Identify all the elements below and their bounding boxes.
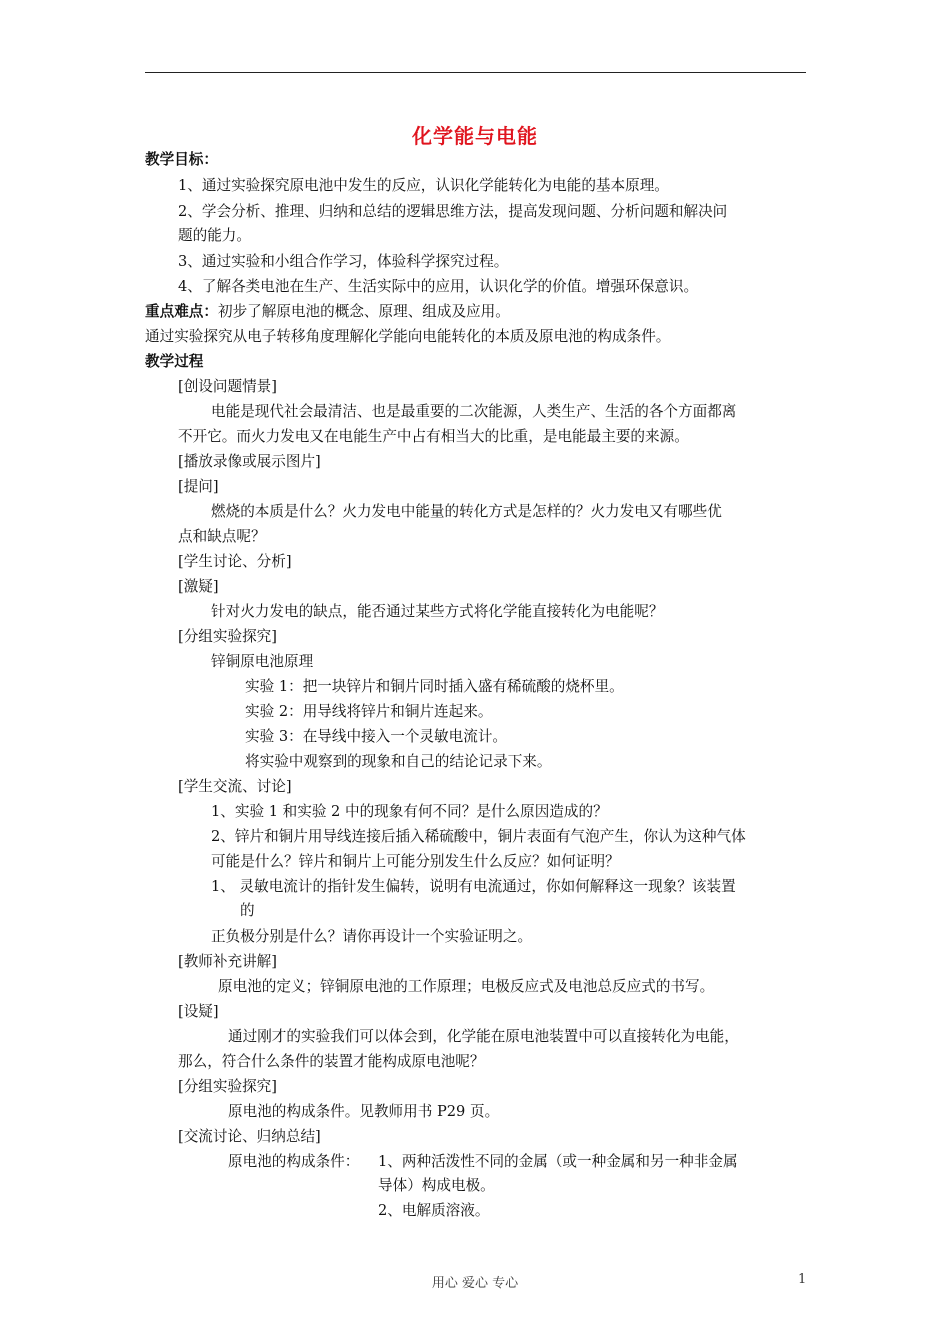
section-label: [学生讨论、分析] <box>178 553 292 570</box>
section-label: [交流讨论、归纳总结] <box>178 1128 321 1145</box>
section-label: [创设问题情景] <box>178 378 277 395</box>
experiment-line: 实验 3：在导线中接入一个灵敏电流计。 <box>245 728 508 745</box>
section-label: [教师补充讲解] <box>178 953 277 970</box>
section-label: [激疑] <box>178 578 219 595</box>
key-points-line <box>145 302 510 322</box>
condition-line: 导体）构成电极。 <box>378 1177 495 1194</box>
paragraph-line: 燃烧的本质是什么？火力发电中能量的转化方式是怎样的？火力发电又有哪些优 <box>211 503 722 520</box>
section-label: [分组实验探究] <box>178 628 277 645</box>
paragraph-line: 原电池的定义；锌铜原电池的工作原理；电极反应式及电池总反应式的书写。 <box>218 978 715 995</box>
question-line: 正负极分别是什么？请你再设计一个实验证明之。 <box>211 928 533 945</box>
experiment-line: 将实验中观察到的现象和自己的结论记录下来。 <box>245 753 552 770</box>
paragraph-line: 那么，符合什么条件的装置才能构成原电池呢？ <box>178 1053 485 1070</box>
section-label: [分组实验探究] <box>178 1078 277 1095</box>
process-heading: 教学过程 <box>145 353 204 370</box>
document-title: 化学能与电能 <box>412 124 538 148</box>
question-line: 1、实验 1 和实验 2 中的现象有何不同？是什么原因造成的？ <box>211 803 608 820</box>
goals-heading: 教学目标： <box>145 151 218 168</box>
goal-line: 题的能力。 <box>178 227 251 244</box>
key-heading: 重点难点： <box>145 303 218 320</box>
section-label: [学生交流、讨论] <box>178 778 292 795</box>
conditions-label: 原电池的构成条件： <box>228 1153 360 1170</box>
paragraph-line: 原电池的构成条件。见教师用书 P29 页。 <box>228 1103 500 1120</box>
condition-line: 2、电解质溶液。 <box>378 1202 490 1219</box>
paragraph-line: 不开它。而火力发电又在电能生产中占有相当大的比重，是电能最主要的来源。 <box>178 428 689 445</box>
goal-line: 3、通过实验和小组合作学习，体验科学探究过程。 <box>178 253 509 270</box>
question-line: 2、锌片和铜片用导线连接后插入稀硫酸中，铜片表面有气泡产生，你认为这种气体 <box>211 828 746 845</box>
footer-motto: 用心 爱心 专心 <box>431 1276 519 1291</box>
paragraph-line: 电能是现代社会最清洁、也是最重要的二次能源，人类生产、生活的各个方面都离 <box>211 403 737 420</box>
paragraph-line: 点和缺点呢？ <box>178 528 266 545</box>
paragraph-line: 锌铜原电池原理 <box>211 653 314 670</box>
goal-line: 2、学会分析、推理、归纳和总结的逻辑思维方法，提高发现问题、分析问题和解决问 <box>178 203 728 220</box>
question-line: 1、 灵敏电流计的指针发生偏转，说明有电流通过，你如何解释这一现象？该装置 <box>211 878 736 895</box>
section-label: [播放录像或展示图片] <box>178 453 321 470</box>
paragraph-line: 通过刚才的实验我们可以体会到，化学能在原电池装置中可以直接转化为电能， <box>228 1028 739 1045</box>
question-line: 的 <box>240 902 255 919</box>
section-label: [提问] <box>178 478 219 495</box>
experiment-line: 实验 2：用导线将锌片和铜片连起来。 <box>245 703 493 720</box>
goal-line: 4、了解各类电池在生产、生活实际中的应用，认识化学的价值。增强环保意识。 <box>178 278 699 295</box>
experiment-line: 实验 1：把一块锌片和铜片同时插入盛有稀硫酸的烧杯里。 <box>245 678 624 695</box>
page-number: 1 <box>798 1272 807 1287</box>
key-text-2: 通过实验探究从电子转移角度理解化学能向电能转化的本质及原电池的构成条件。 <box>145 328 671 345</box>
paragraph-line: 针对火力发电的缺点，能否通过某些方式将化学能直接转化为电能呢？ <box>211 603 664 620</box>
section-label: [设疑] <box>178 1003 219 1020</box>
question-line: 可能是什么？锌片和铜片上可能分别发生什么反应？如何证明？ <box>211 853 620 870</box>
key-text: 初步了解原电池的概念、原理、组成及应用。 <box>217 303 510 320</box>
condition-line: 1、两种活泼性不同的金属（或一种金属和另一种非金属 <box>378 1153 738 1170</box>
goal-line: 1、通过实验探究原电池中发生的反应，认识化学能转化为电能的基本原理。 <box>178 177 669 194</box>
header-rule <box>145 72 806 73</box>
